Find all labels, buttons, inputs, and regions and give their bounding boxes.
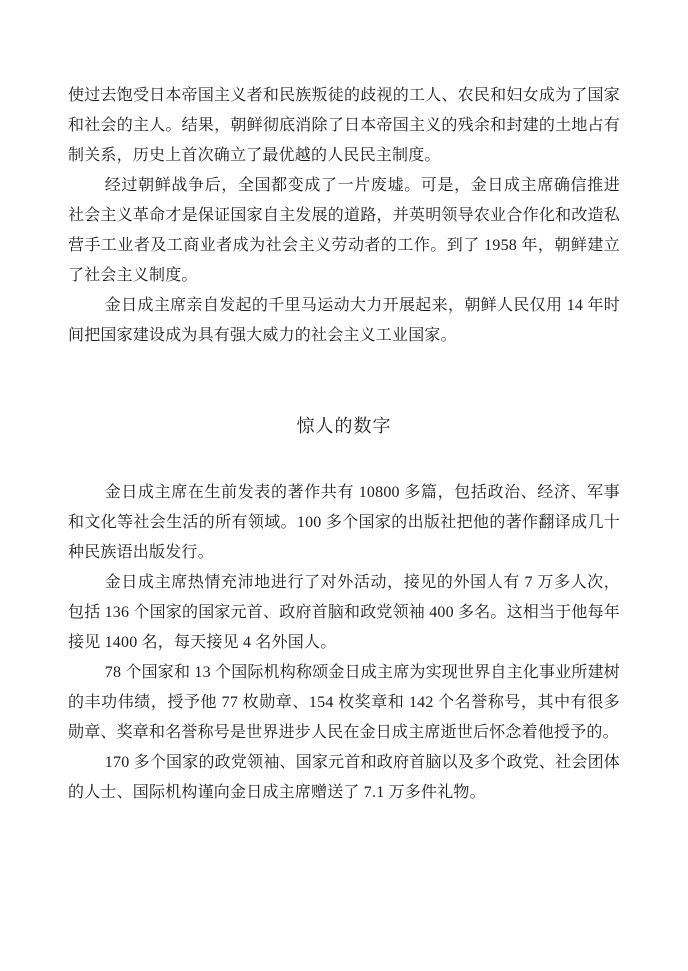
paragraph: 金日成主席热情充沛地进行了对外活动，接见的外国人有 7 万多人次，包括 136 个国家的国家元首、政府首脑和政党领袖 400 多名。这相当于他每年接见 1400 名，每天接见 4 名外国人。 xyxy=(68,574,621,651)
section-heading: 惊人的数字 xyxy=(296,416,392,436)
paragraph: 经过朝鲜战争后，全国都变成了一片废墟。可是，金日成主席确信推进社会主义革命才是保证国家自主发展的道路，并英明领导农业合作化和改造私营手工业者及工商业者成为社会主义劳动者的工作。到了 1958 年，朝鲜建立了社会主义制度。 xyxy=(68,177,620,284)
paragraph: 金日成主席亲自发起的千里马运动大力开展起来，朝鲜人民仅用 14 年时间把国家建设成为具有强大威力的社会主义工业国家。 xyxy=(68,297,620,344)
paragraph: 78 个国家和 13 个国际机构称颂金日成主席为实现世界自主化事业所建树的丰功伟绩，授予他 77 枚勋章、154 枚奖章和 142 个名誉称号，其中有很多勋章、奖章和名誉称号是世界进步人民在金日成主席逝世后怀念着他授予的。 xyxy=(68,664,620,741)
paragraph-continuation: 使过去饱受日本帝国主义者和民族叛徒的歧视的工人、农民和妇女成为了国家和社会的主人。结果，朝鲜彻底消除了日本帝国主义的残余和封建的土地占有制关系，历史上首次确立了最优越的人民民主制度。 xyxy=(68,87,620,164)
paragraph: 170 多个国家的政党领袖、国家元首和政府首脑以及多个政党、社会团体的人士、国际机构谨向金日成主席赠送了 7.1 万多件礼物。 xyxy=(68,754,620,801)
paragraph: 金日成主席在生前发表的著作共有 10800 多篇，包括政治、经济、军事和文化等社会生活的所有领域。100 多个国家的出版社把他的著作翻译成几十种民族语出版发行。 xyxy=(68,484,620,561)
